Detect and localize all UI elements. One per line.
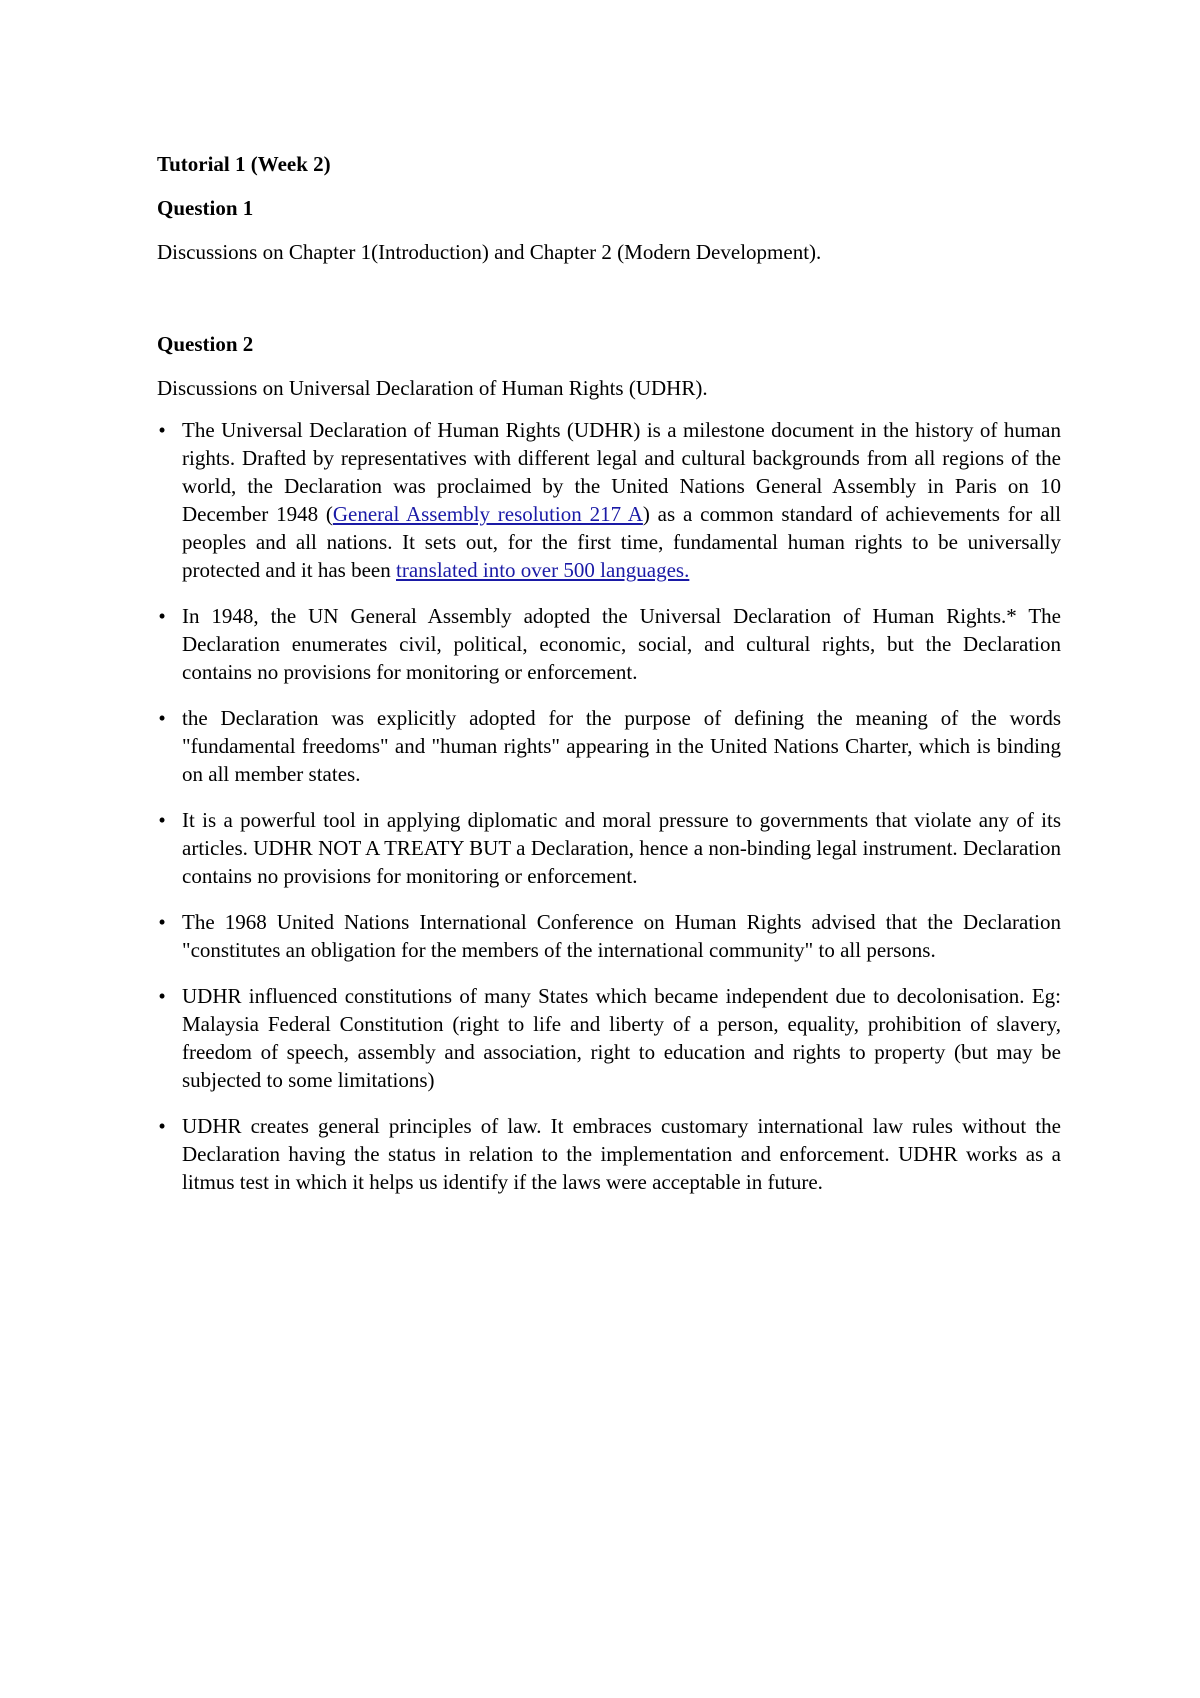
bullet-1-text-b: ) as a common standard of achievements for all peoples and all nations. It sets out, for the first time, fundamental human rights to be universally protected and it has been: [182, 502, 1061, 582]
list-item: [157, 806, 1061, 890]
bullet-icon: •: [158, 604, 166, 628]
list-item: [157, 704, 1061, 788]
question-2-heading: Question 2: [157, 332, 254, 356]
list-item: [157, 416, 1061, 584]
bullet-icon: •: [158, 984, 166, 1008]
bullet-icon: •: [158, 1114, 166, 1138]
bullet-icon: •: [158, 418, 166, 442]
bullet-5-text: The 1968 United Nations International Conference on Human Rights advised that the Declaration "constitutes an obligation for the members of the international community" to all persons.: [182, 910, 1061, 962]
bullet-icon: •: [158, 808, 166, 832]
page-title: Tutorial 1 (Week 2): [157, 152, 331, 176]
bullet-6-text: UDHR influenced constitutions of many States which became independent due to decolonisation. Eg: Malaysia Federal Constitution (right to life and liberty of a person, equality, prohibition of slavery, freedom of speech, assembly and association, right to education and rights to property (but may be subjected to some limitations): [182, 984, 1061, 1092]
bullet-1-text-a: The Universal Declaration of Human Rights (UDHR) is a milestone document in the history of human rights. Drafted by representatives with different legal and cultural backgrounds from all regions of the world, the Declaration was proclaimed by the United Nations General Assembly in Paris on 10 December 1948 (: [182, 418, 1061, 526]
translations-link[interactable]: translated into over 500 languages.: [396, 558, 690, 582]
list-item: [157, 982, 1061, 1094]
question-2-text: Discussions on Universal Declaration of Human Rights (UDHR).: [157, 376, 708, 400]
document-page: [157, 150, 1061, 1214]
bullet-3-text: the Declaration was explicitly adopted for the purpose of defining the meaning of the words "fundamental freedoms" and "human rights" appearing in the United Nations Charter, which is binding on all member states.: [182, 706, 1061, 786]
question-1-text: Discussions on Chapter 1(Introduction) and Chapter 2 (Modern Development).: [157, 240, 822, 264]
bullet-icon: •: [158, 706, 166, 730]
list-item: [157, 908, 1061, 964]
bullet-4-text: It is a powerful tool in applying diplomatic and moral pressure to governments that violate any of its articles. UDHR NOT A TREATY BUT a Declaration, hence a non-binding legal instrument. Declaration contains no provisions for monitoring or enforcement.: [182, 808, 1061, 888]
resolution-217a-link[interactable]: General Assembly resolution 217 A: [332, 502, 643, 526]
bullet-7-text: UDHR creates general principles of law. It embraces customary international law rules without the Declaration having the status in relation to the implementation and enforcement. UDHR works as a litmus test in which it helps us identify if the laws were acceptable in future.: [182, 1114, 1061, 1194]
question-1-heading: Question 1: [157, 196, 254, 220]
udhr-bullet-list: [157, 416, 1061, 1196]
bullet-icon: •: [158, 910, 166, 934]
list-item: [157, 1112, 1061, 1196]
list-item: [157, 602, 1061, 686]
bullet-2-text: In 1948, the UN General Assembly adopted the Universal Declaration of Human Rights.* The Declaration enumerates civil, political, economic, social, and cultural rights, but the Declaration contains no provisions for monitoring or enforcement.: [182, 604, 1061, 684]
